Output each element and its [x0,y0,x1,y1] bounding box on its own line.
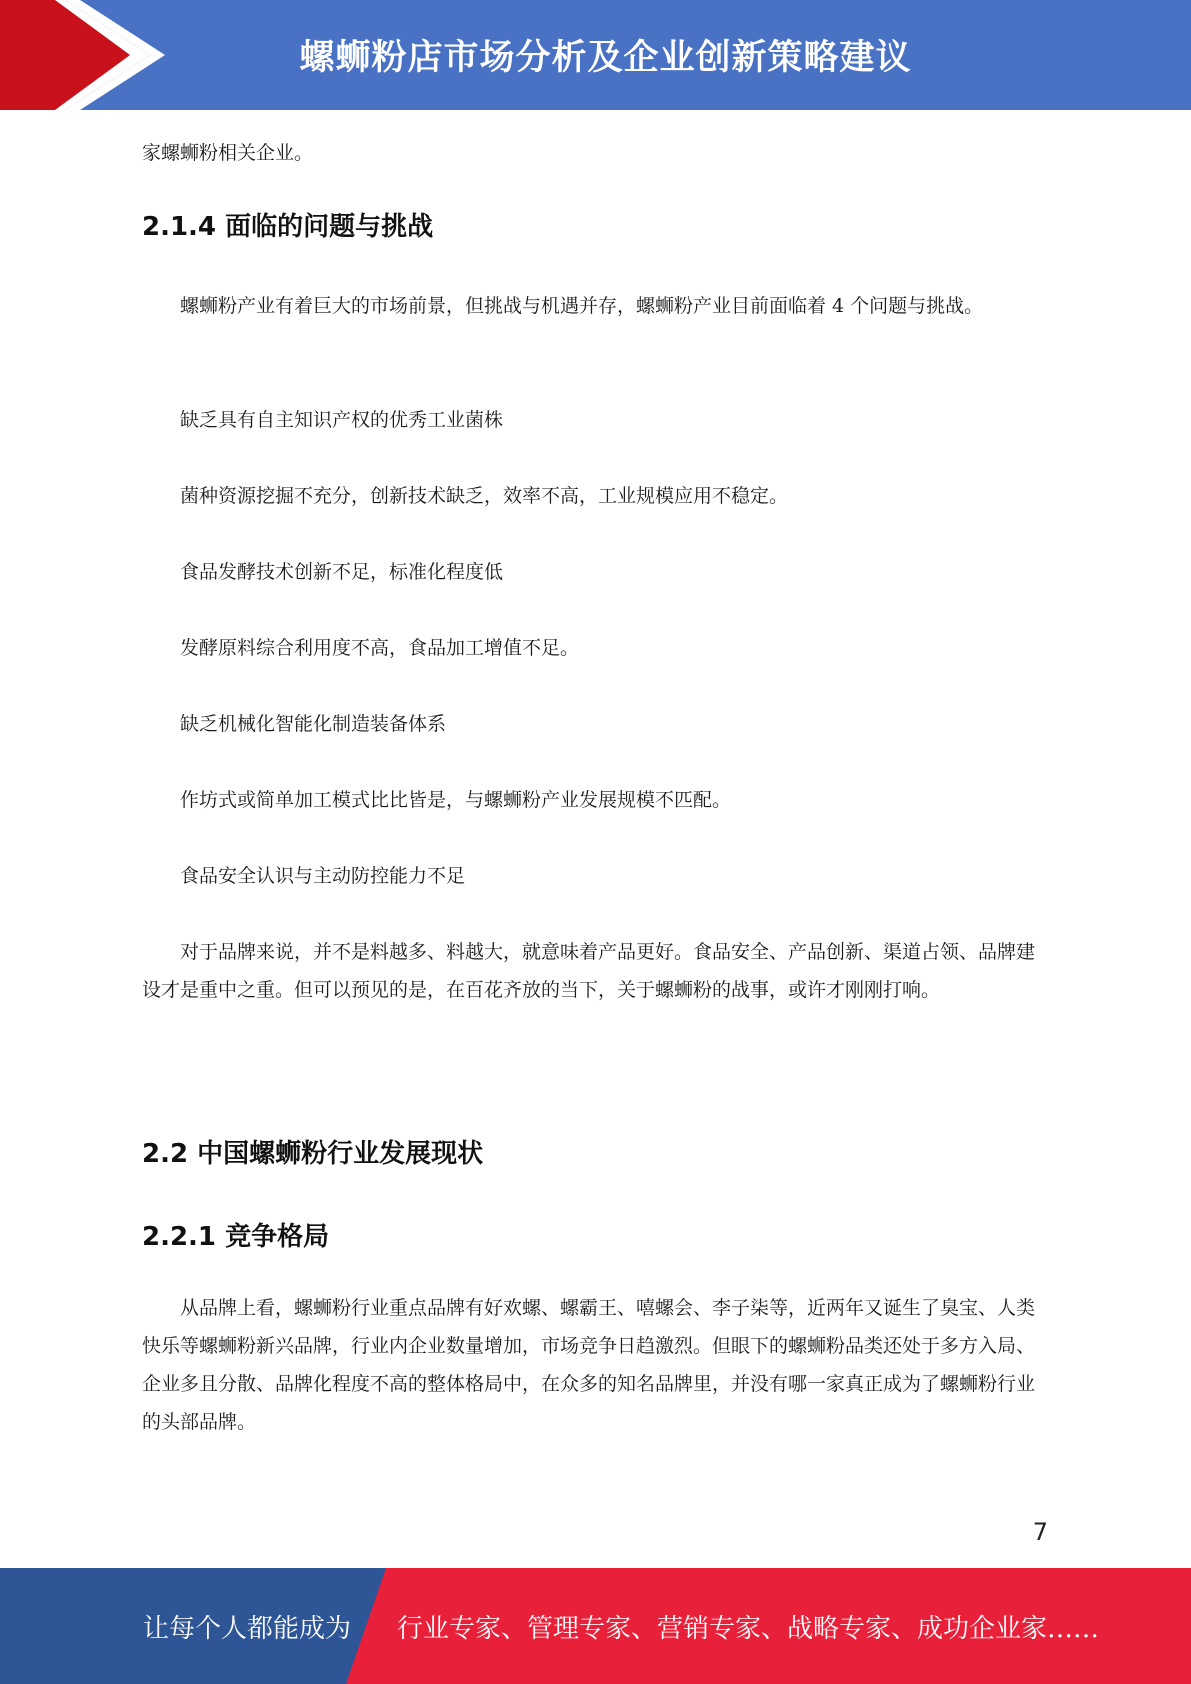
paragraph-continuation: 家螺蛳粉相关企业。 [142,142,314,164]
challenge-3-description: 作坊式或简单加工模式比比皆是，与螺蛳粉产业发展规模不匹配。 [180,789,732,811]
paragraph-competition: 从品牌上看，螺蛳粉行业重点品牌有好欢螺、螺霸王、嘻螺会、李子柒等，近两年又诞生了臭宝、人类快乐等螺蛳粉新兴品牌，行业内企业数量增加，市场竞争日趋激烈。但眼下的螺蛳粉品类还处于多方入局、企业多且分散、品牌化程度不高的整体格局中，在众多的知名品牌里，并没有哪一家真正成为了螺蛳粉行业的头部品牌。 [142,1297,1036,1433]
page-number: 7 [1032,1518,1048,1546]
section-heading-2-1-4: 2.1.4 面临的问题与挑战 [142,212,434,242]
challenge-2-description: 发酵原料综合利用度不高，食品加工增值不足。 [180,637,580,659]
page-footer [0,1568,1191,1684]
section-heading-2-2: 2.2 中国螺蛳粉行业发展现状 [142,1139,484,1169]
footer-slogan-left: 让每个人都能成为 [143,1613,352,1644]
challenge-1-title: 缺乏具有自主知识产权的优秀工业菌株 [180,409,504,431]
section-heading-2-2-1: 2.2.1 竞争格局 [142,1222,330,1252]
challenge-1-description: 菌种资源挖掘不充分，创新技术缺乏，效率不高，工业规模应用不稳定。 [180,485,789,507]
challenge-3-title: 缺乏机械化智能化制造装备体系 [180,713,447,735]
document-title: 螺蛳粉店市场分析及企业创新策略建议 [299,38,912,78]
challenge-4-title: 食品安全认识与主动防控能力不足 [180,865,466,887]
footer-slogan-right: 行业专家、管理专家、营销专家、战略专家、成功企业家…… [397,1613,1100,1644]
challenge-2-title: 食品发酵技术创新不足，标准化程度低 [180,561,504,583]
paragraph-intro: 螺蛳粉产业有着巨大的市场前景，但挑战与机遇并存，螺蛳粉产业目前面临着 4 个问题与挑战。 [180,295,984,317]
page-header [0,0,1191,110]
paragraph-brand: 对于品牌来说，并不是料越多、料越大，就意味着产品更好。食品安全、产品创新、渠道占领、品牌建设才是重中之重。但可以预见的是，在百花齐放的当下，关于螺蛳粉的战事，或许才刚刚打响。 [142,941,1036,1001]
